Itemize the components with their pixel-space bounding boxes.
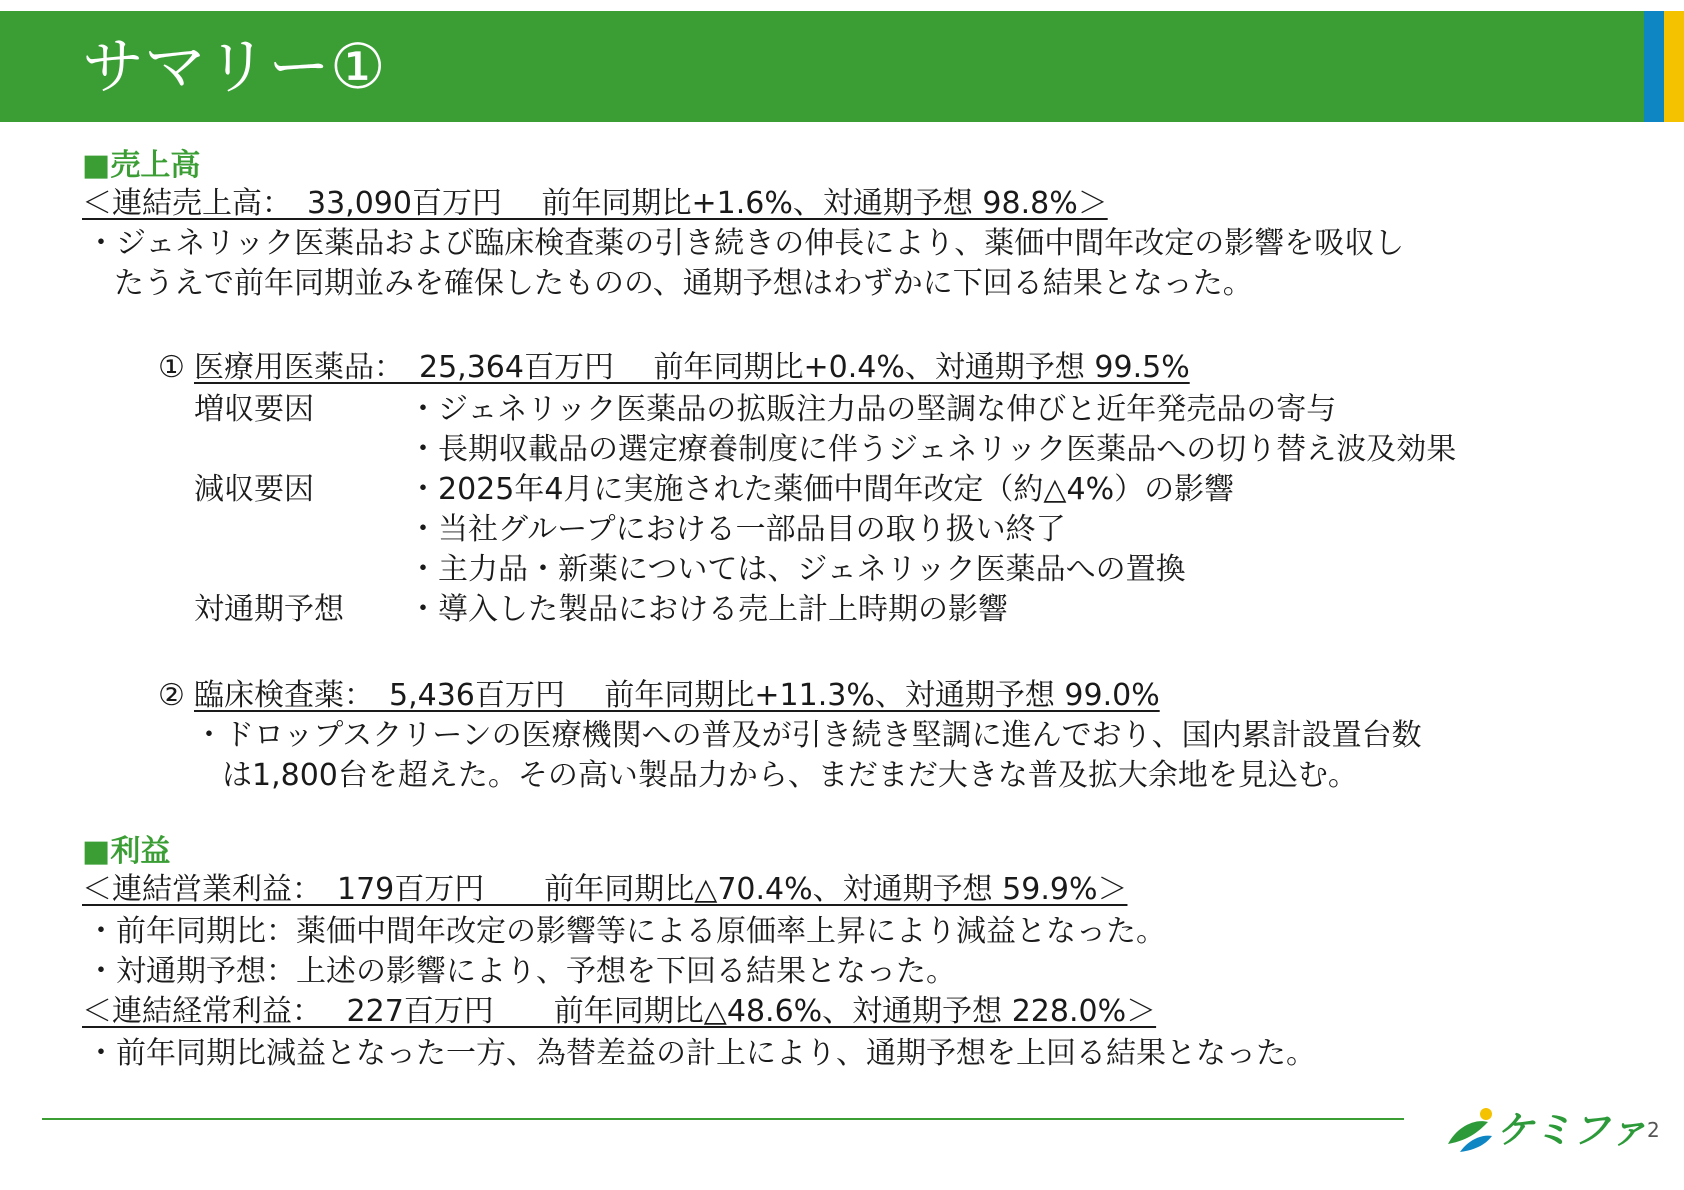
- operating-profit-line: ＜連結営業利益： 179百万円 前年同期比△70.4%、対通期予想 59.9%＞: [82, 872, 1128, 907]
- pharma-row-label: 増収要因: [194, 392, 314, 427]
- page-title: サマリー①: [82, 30, 386, 103]
- pharma-row-text: ・導入した製品における売上計上時期の影響: [408, 592, 1008, 627]
- pharma-row-text: ・長期収載品の選定療養制度に伴うジェネリック医薬品への切り替え波及効果: [408, 432, 1457, 467]
- footer-divider: [42, 1118, 1404, 1120]
- page-number: 2: [1647, 1118, 1660, 1142]
- clinical-line-1: ・ドロップスクリーンの医療機関への普及が引き続き堅調に進んでおり、国内累計設置台数: [194, 718, 1422, 753]
- clinical-marker: ②: [158, 678, 185, 713]
- operating-note: ・対通期予想：上述の影響により、予想を下回る結果となった。: [86, 954, 956, 989]
- pharma-row-label: 対通期予想: [194, 592, 344, 627]
- clinical-line-2: は1,800台を超えた。その高い製品力から、まだまだ大きな普及拡大余地を見込む。: [222, 758, 1358, 793]
- pharma-row-text: ・ジェネリック医薬品の拡販注力品の堅調な伸びと近年発売品の寄与: [408, 392, 1337, 427]
- section-heading-profit: ■利益: [82, 834, 171, 869]
- pharma-row-text: ・当社グループにおける一部品目の取り扱い終了: [408, 512, 1066, 547]
- pharma-row-label: 減収要因: [194, 472, 314, 507]
- ordinary-note: ・前年同期比減益となった一方、為替差益の計上により、通期予想を上回る結果となった。: [86, 1036, 1316, 1071]
- pharma-marker: ①: [158, 350, 185, 385]
- operating-note: ・前年同期比：薬価中間年改定の影響等による原価率上昇により減益となった。: [86, 914, 1166, 949]
- pharma-row-text: ・主力品・新薬については、ジェネリック医薬品への置換: [408, 552, 1186, 587]
- sales-summary-line-2: たうえで前年同期並みを確保したものの、通期予想はわずかに下回る結果となった。: [114, 266, 1253, 301]
- company-logo-text: ケミファ: [1496, 1108, 1648, 1152]
- pharma-row-text: ・2025年4月に実施された薬価中間年改定（約△4%）の影響: [408, 472, 1235, 507]
- clinical-title: 臨床検査薬： 5,436百万円 前年同期比+11.3%、対通期予想 99.0%: [194, 678, 1160, 713]
- pharma-title: 医療用医薬品： 25,364百万円 前年同期比+0.4%、対通期予想 99.5%: [194, 350, 1190, 385]
- section-heading-sales: ■売上高: [82, 148, 201, 183]
- sales-summary-line-1: ・ジェネリック医薬品および臨床検査薬の引き続きの伸長により、薬価中間年改定の影響を吸収し: [86, 226, 1405, 261]
- consolidated-sales-line: ＜連結売上高： 33,090百万円 前年同期比+1.6%、対通期予想 98.8%＞: [82, 186, 1108, 221]
- ordinary-profit-line: ＜連結経常利益： 227百万円 前年同期比△48.6%、対通期予想 228.0%＞: [82, 994, 1157, 1029]
